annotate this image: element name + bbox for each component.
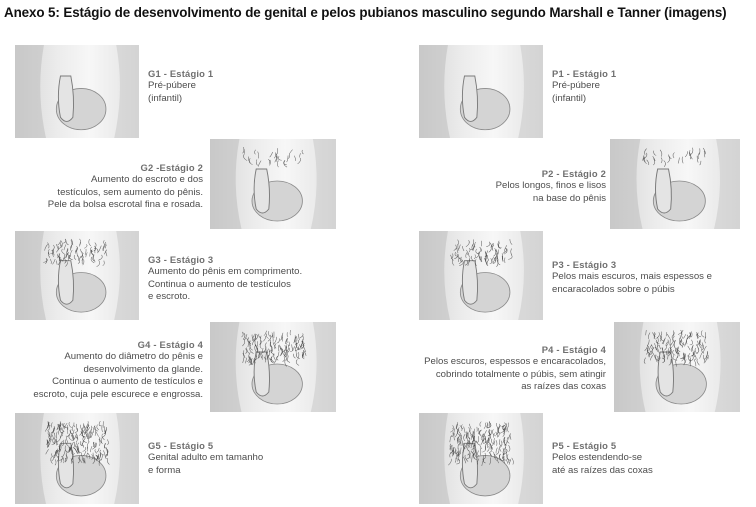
- caption-g1: [148, 68, 213, 105]
- caption-line: (infantil): [552, 92, 587, 104]
- illustration-drawing: [15, 45, 139, 138]
- illustration-drawing: [610, 139, 740, 229]
- illustration-drawing: [210, 139, 336, 229]
- caption-line: desenvolvimento da glande.: [83, 363, 203, 375]
- caption-heading: G2 -Estágio 2: [140, 162, 203, 173]
- illustration-p4: [614, 322, 740, 412]
- caption-line: e escroto.: [148, 291, 191, 303]
- illustration-drawing: [15, 413, 139, 504]
- illustration-drawing: [15, 231, 139, 320]
- caption-p3: [552, 259, 712, 296]
- caption-heading: G1 - Estágio 1: [148, 68, 214, 79]
- caption-line: Pelos mais escuros, mais espessos e: [552, 271, 712, 283]
- illustration-drawing: [419, 413, 543, 504]
- caption-line: Pelos escuros, espessos e encaracolados,: [424, 356, 606, 368]
- illustration-g2: [210, 139, 336, 229]
- illustration-p1: [419, 45, 543, 138]
- caption-line: Aumento do diâmetro do pênis e: [64, 351, 203, 363]
- caption-g3: [148, 254, 302, 304]
- page-title: Anexo 5: Estágio de desenvolvimento de genital e pelos pubianos masculino segundo Marshall e Tanner (imagens): [4, 5, 727, 20]
- illustration-p2: [610, 139, 740, 229]
- caption-g5: [148, 440, 263, 477]
- illustration-g4: [210, 322, 336, 412]
- caption-p1: [552, 68, 616, 105]
- caption-heading: P2 - Estágio 2: [541, 168, 606, 179]
- caption-line: Pelos estendendo-se: [552, 452, 643, 464]
- caption-heading: P1 - Estágio 1: [552, 68, 617, 79]
- caption-line: Pelos longos, finos e lisos: [495, 180, 606, 192]
- illustration-p3: [419, 231, 543, 320]
- caption-heading: P4 - Estágio 4: [541, 344, 606, 355]
- caption-line: encaracolados sobre o púbis: [552, 283, 675, 295]
- caption-line: escroto, cuja pele escurece e engrossa.: [33, 388, 203, 400]
- illustration-drawing: [614, 322, 740, 412]
- caption-heading: G5 - Estágio 5: [148, 440, 214, 451]
- caption-g4: [10, 339, 203, 401]
- illustration-drawing: [419, 231, 543, 320]
- illustration-drawing: [419, 45, 543, 138]
- caption-line: (infantil): [148, 92, 183, 104]
- caption-heading: G4 - Estágio 4: [137, 339, 203, 350]
- illustration-drawing: [210, 322, 336, 412]
- illustration-g1: [15, 45, 139, 138]
- caption-line: Aumento do escroto e dos: [91, 174, 203, 186]
- caption-line: Continua o aumento de testículos e: [52, 376, 203, 388]
- caption-line: até as raízes das coxas: [552, 464, 653, 476]
- caption-line: Pré-púbere: [148, 80, 196, 92]
- illustration-g5: [15, 413, 139, 504]
- caption-line: Pré-púbere: [552, 80, 600, 92]
- caption-g2: [10, 162, 203, 212]
- caption-line: na base do pênis: [532, 192, 606, 204]
- caption-heading: P3 - Estágio 3: [552, 259, 617, 270]
- caption-p5: [552, 440, 653, 477]
- caption-line: Genital adulto em tamanho: [148, 452, 264, 464]
- illustration-p5: [419, 413, 543, 504]
- caption-line: e forma: [148, 464, 181, 476]
- caption-line: Aumento do pênis em comprimento.: [148, 266, 303, 278]
- caption-line: Pele da bolsa escrotal fina e rosada.: [47, 199, 203, 211]
- caption-heading: P5 - Estágio 5: [552, 440, 617, 451]
- caption-line: testículos, sem aumento do pênis.: [57, 186, 203, 198]
- caption-heading: G3 - Estágio 3: [148, 254, 214, 265]
- caption-p4: [410, 344, 606, 394]
- caption-line: as raízes das coxas: [521, 381, 606, 393]
- caption-p2: [410, 168, 606, 205]
- caption-line: cobrindo totalmente o púbis, sem atingir: [435, 368, 606, 380]
- illustration-g3: [15, 231, 139, 320]
- caption-line: Continua o aumento de testículos: [148, 278, 291, 290]
